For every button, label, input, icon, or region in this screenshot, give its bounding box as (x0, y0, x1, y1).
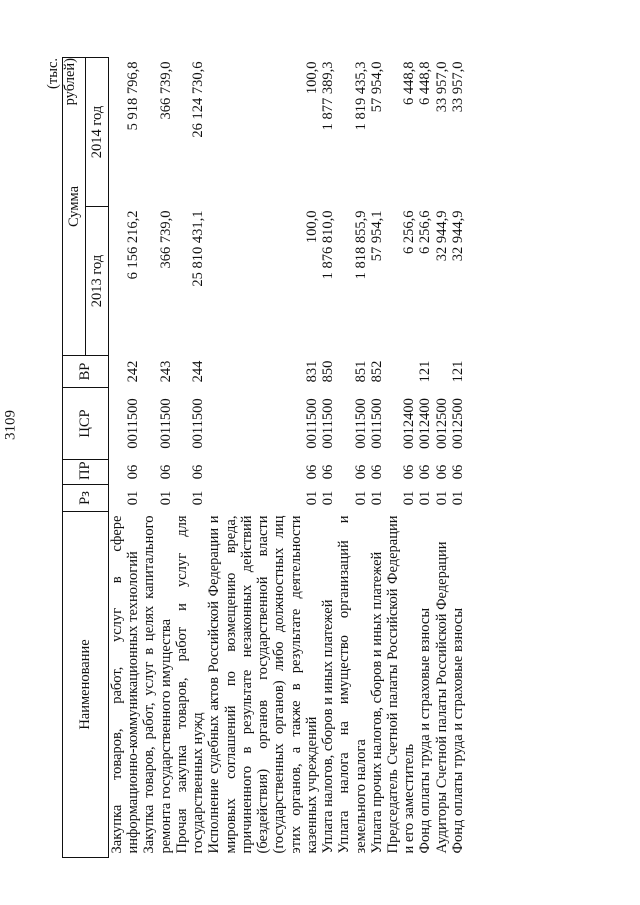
units-note: (тыс. рублей) (45, 58, 78, 106)
row-value-2013: 366 739,0 (157, 210, 174, 269)
header-sum: Сумма (63, 58, 86, 356)
row-pr: 06 (401, 464, 418, 480)
header-csr: ЦСР (63, 388, 109, 460)
row-vr: 121 (417, 360, 434, 383)
header-year-2014: 2014 год (86, 58, 109, 207)
row-vr: 243 (157, 360, 174, 383)
row-rz: 01 (401, 490, 418, 506)
row-vr: 850 (320, 360, 337, 383)
table-row (174, 58, 206, 858)
table-header (63, 58, 109, 858)
row-csr: 0011500 (190, 398, 207, 449)
row-value-2013: 32 944,9 (449, 210, 466, 262)
row-pr: 06 (157, 464, 174, 480)
row-value-2014: 33 957,0 (449, 61, 466, 113)
row-vr: 852 (368, 360, 385, 383)
row-pr: 06 (352, 464, 369, 480)
row-pr: 06 (368, 464, 385, 480)
row-value-2014: 100,0 (303, 61, 320, 95)
row-vr: 244 (190, 360, 207, 383)
table-row (336, 58, 368, 858)
row-rz: 01 (352, 490, 369, 506)
row-rz: 01 (449, 490, 466, 506)
row-csr: 0011500 (368, 398, 385, 449)
row-value-2014: 57 954,0 (368, 61, 385, 113)
budget-table (62, 57, 466, 858)
row-rz: 01 (417, 490, 434, 506)
row-name: Закупка товаров, работ, услуг в целях капитального ремонта государственного имущества (141, 515, 174, 854)
table-row (109, 58, 142, 858)
header-vr: ВР (63, 356, 109, 388)
row-rz: 01 (368, 490, 385, 506)
table-row (417, 58, 433, 858)
row-pr: 06 (320, 464, 337, 480)
row-name: Закупка товаров, работ, услуг в сфере информационно-коммуникационных технологий (109, 515, 142, 854)
row-name: Фонд оплаты труда и страховые взносы (449, 607, 466, 854)
row-vr: 831 (303, 360, 320, 383)
row-value-2014: 366 739,0 (157, 61, 174, 120)
row-name: Уплата налога на имущество организаций и земельного налога (336, 515, 369, 854)
row-value-2013: 25 810 431,1 (190, 210, 207, 287)
row-value-2013: 6 256,6 (401, 210, 418, 254)
row-rz: 01 (125, 490, 142, 506)
row-pr: 06 (190, 464, 207, 480)
row-value-2014: 6 448,8 (417, 61, 434, 105)
row-vr (434, 356, 450, 388)
table-row (385, 58, 417, 858)
row-value-2013: 1 818 855,9 (352, 210, 369, 280)
row-name: Прочая закупка товаров, работ и услуг для государственных нужд (173, 515, 207, 854)
row-rz: 01 (190, 490, 207, 506)
row-name: Председатель Счетной палаты Российской Федерации и его заместитель (384, 515, 418, 854)
header-name: Наименование (63, 512, 109, 858)
header-pr: ПР (63, 460, 109, 485)
page-number-text: 3109 (2, 410, 19, 440)
row-name: Уплата прочих налогов, сборов и иных платежей (368, 551, 385, 854)
row-csr: 0011500 (303, 398, 320, 449)
row-value-2014: 6 448,8 (401, 61, 418, 105)
table-row (320, 58, 336, 858)
row-value-2013: 57 954,1 (368, 210, 385, 262)
header-rz: Рз (63, 485, 109, 512)
row-value-2013: 1 876 810,0 (320, 210, 337, 280)
row-pr: 06 (449, 464, 466, 480)
row-value-2013: 6 156 216,2 (125, 210, 142, 280)
row-rz: 01 (303, 490, 320, 506)
row-value-2014: 26 124 730,6 (190, 61, 207, 138)
row-value-2014: 33 957,0 (433, 61, 450, 113)
row-rz: 01 (433, 490, 450, 506)
row-value-2014: 1 877 389,3 (320, 61, 337, 131)
row-pr: 06 (303, 464, 320, 480)
row-value-2013: 6 256,6 (417, 210, 434, 254)
row-name: Исполнение судебных актов Российской Федерации и мировых соглашений по возмещению вреда, причиненного в результате незаконных действий (бездействия) органов государственной власти (государственных органов) либо должностных лиц этих органов, а также в результате деятельности казенных учреждений (206, 515, 320, 854)
row-name: Аудиторы Счетной палаты Российской Федерации (433, 541, 450, 854)
header-year-2013: 2013 год (86, 207, 109, 356)
table-row (369, 58, 385, 858)
row-pr: 06 (433, 464, 450, 480)
table-body (109, 58, 467, 858)
table-row (206, 58, 320, 858)
row-csr: 0011500 (352, 398, 369, 449)
row-csr: 0011500 (320, 398, 337, 449)
row-csr: 0012500 (433, 398, 450, 449)
row-csr: 0011500 (125, 398, 142, 449)
row-value-2014: 5 918 796,8 (125, 61, 142, 131)
row-csr: 0011500 (157, 398, 174, 449)
row-rz: 01 (320, 490, 337, 506)
row-vr (385, 356, 417, 388)
row-csr: 0012500 (449, 398, 466, 449)
table-row (450, 58, 466, 858)
row-value-2013: 100,0 (303, 210, 320, 244)
row-vr: 242 (125, 360, 142, 383)
row-value-2014: 1 819 435,3 (352, 61, 369, 131)
table-row (434, 58, 450, 858)
row-pr: 06 (417, 464, 434, 480)
row-name: Уплата налогов, сборов и иных платежей (320, 599, 337, 854)
row-pr: 06 (125, 464, 142, 480)
row-csr: 0012400 (417, 398, 434, 449)
row-name: Фонд оплаты труда и страховые взносы (417, 607, 434, 854)
row-csr: 0012400 (401, 398, 418, 449)
row-vr: 121 (449, 360, 466, 383)
row-value-2013: 32 944,9 (433, 210, 450, 262)
row-vr: 851 (352, 360, 369, 383)
row-rz: 01 (157, 490, 174, 506)
table-row (141, 58, 173, 858)
